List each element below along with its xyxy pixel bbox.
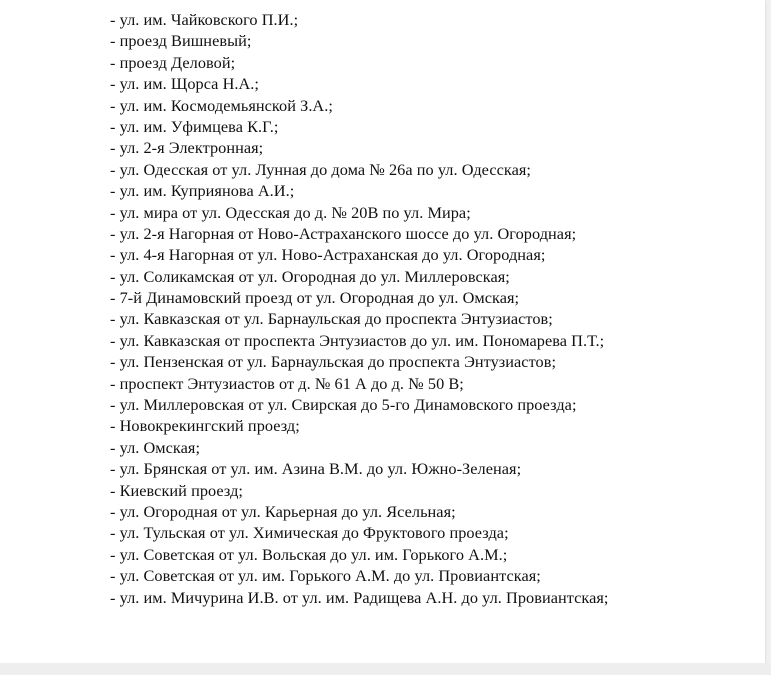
street-list-item: - 7-й Динамовский проезд от ул. Огородная до ул. Омская; bbox=[110, 288, 520, 308]
street-list-item: - ул. Миллеровская от ул. Свирская до 5-го Динамовского проезда; bbox=[110, 395, 577, 415]
street-list-item: - ул. Тульская от ул. Химическая до Фруктового проезда; bbox=[110, 523, 509, 543]
street-list-item: - ул. им. Чайковского П.И.; bbox=[110, 10, 299, 29]
street-list-item: - проезд Деловой; bbox=[110, 52, 236, 72]
street-list-item: - ул. Брянская от ул. им. Азина В.М. до ул. Южно-Зеленая; bbox=[110, 459, 522, 479]
street-list-item: - ул. Кавказская от ул. Барнаульская до проспекта Энтузиастов; bbox=[110, 309, 553, 329]
street-list bbox=[110, 9, 609, 608]
street-list-item: - ул. Омская; bbox=[110, 437, 201, 457]
viewer-background bbox=[0, 663, 771, 675]
street-list-item: - ул. Пензенская от ул. Барнаульская до проспекта Энтузиастов; bbox=[110, 352, 557, 372]
street-list-item: - ул. им. Уфимцева К.Г.; bbox=[110, 116, 279, 136]
street-list-item: - проезд Вишневый; bbox=[110, 31, 252, 51]
street-list-item: - ул. Кавказская от проспекта Энтузиастов до ул. им. Пономарева П.Т.; bbox=[110, 330, 605, 350]
street-list-item: - Новокрекингский проезд; bbox=[110, 416, 300, 436]
street-list-item: - ул. Советская от ул. Вольская до ул. им. Горького А.М.; bbox=[110, 544, 508, 564]
street-list-item: - Киевский проезд; bbox=[110, 480, 243, 500]
street-list-item: - ул. им. Космодемьянской З.А.; bbox=[110, 95, 333, 115]
street-list-item: - ул. им. Щорса Н.А.; bbox=[110, 74, 259, 94]
street-list-item: - ул. 2-я Электронная; bbox=[110, 138, 264, 158]
street-list-item: - ул. Соликамская от ул. Огородная до ул. Миллеровская; bbox=[110, 266, 510, 286]
street-list-item: - ул. 2-я Нагорная от Ново-Астраханского шоссе до ул. Огородная; bbox=[110, 223, 577, 243]
street-list-item: - ул. мира от ул. Одесская до д. № 20В по ул. Мира; bbox=[110, 202, 471, 222]
street-list-item: - ул. Советская от ул. им. Горького А.М. до ул. Провиантская; bbox=[110, 566, 541, 586]
street-list-item: - ул. Одесская от ул. Лунная до дома № 26а по ул. Одесская; bbox=[110, 159, 531, 179]
street-list-item: - ул. 4-я Нагорная от ул. Ново-Астраханская до ул. Огородная; bbox=[110, 245, 546, 265]
street-list-item: - ул. им. Мичурина И.В. от ул. им. Радищева А.Н. до ул. Провиантская; bbox=[110, 587, 609, 607]
street-list-item: - ул. Огородная от ул. Карьерная до ул. Ясельная; bbox=[110, 501, 456, 521]
street-list-item: - ул. им. Куприянова А.И.; bbox=[110, 181, 295, 201]
street-list-item: - проспект Энтузиастов от д. № 61 А до д. № 50 В; bbox=[110, 373, 464, 393]
